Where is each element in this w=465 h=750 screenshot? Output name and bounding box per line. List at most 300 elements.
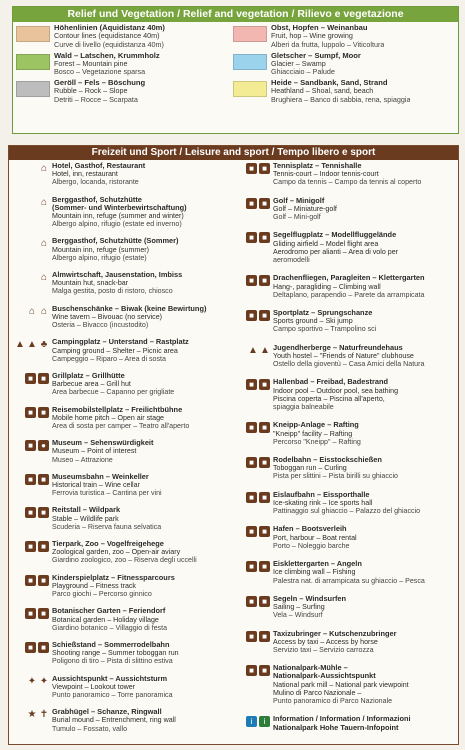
leisure-legend-text xyxy=(52,506,233,531)
legend-translation: Campo da tennis – Campo da tennis al coperto xyxy=(273,178,422,187)
map-symbol-icon: ■ xyxy=(38,474,49,485)
legend-translation: Mobile home pitch – Open air stage xyxy=(52,413,164,422)
legend-translation: Tumulo – Fossato, vallo xyxy=(52,724,128,733)
legend-translation: Mountain inn, refuge (summer) xyxy=(52,245,149,254)
leisure-legend-item xyxy=(233,309,459,344)
legend-translation: Porto – Noleggio barche xyxy=(273,541,350,550)
legend-translation: Golf – Miniature-golf xyxy=(273,204,337,213)
leisure-legend-text xyxy=(52,271,233,296)
map-symbol-icon: ■ xyxy=(259,665,270,676)
map-symbol-icon: ■ xyxy=(246,422,257,433)
map-symbol-icon: ■ xyxy=(38,642,49,653)
legend-title: Wald – Latschen, Krummholz xyxy=(54,51,160,60)
legend-translation: Parco giochi – Percorso ginnico xyxy=(52,590,152,599)
relief-legend-text xyxy=(54,24,165,49)
legend-title: (Sommer- und Winterbewirtschaftung) xyxy=(52,202,187,212)
legend-translation: Shooting range – Summer toboggan run xyxy=(52,649,179,658)
legend-translation: Area barbecue – Capanno per grigliate xyxy=(52,388,175,397)
legend-translation: Playground – Fitness track xyxy=(52,581,136,590)
leisure-legend-text xyxy=(273,595,459,620)
legend-title: Drachenfliegen, Paragleiten – Klettergarten xyxy=(273,274,425,283)
legend-swatch-icon xyxy=(16,54,50,70)
legend-symbols xyxy=(233,421,273,433)
legend-translation: National park mill – National park viewpoint xyxy=(273,680,409,689)
map-symbol-icon: ■ xyxy=(246,232,257,243)
map-symbol-icon: ■ xyxy=(259,457,270,468)
legend-translation: Palestra nat. di arrampicata su ghiaccio – Pesca xyxy=(273,576,425,585)
legend-title: Botanischer Garten – Feriendorf xyxy=(52,607,166,616)
map-symbol-icon: ■ xyxy=(246,631,257,642)
legend-title: Segeln – Windsurfen xyxy=(273,594,347,603)
legend-translation: Ferrovia turistica – Cantina per vini xyxy=(52,489,162,498)
legend-translation: Hang-, paragliding – Climbing wall xyxy=(273,282,381,291)
legend-translation: spiaggia balneabile xyxy=(273,403,334,412)
map-symbol-icon: ★ xyxy=(27,709,37,721)
map-symbol-icon: ✝ xyxy=(39,709,49,721)
leisure-right-column xyxy=(233,162,459,742)
leisure-legend-text xyxy=(273,715,459,731)
legend-symbols xyxy=(233,344,273,356)
legend-translation: Albergo alpino, rifugio (estate) xyxy=(52,253,147,262)
leisure-legend-text xyxy=(273,664,459,705)
legend-symbols xyxy=(12,196,52,208)
legend-translation: Ostello della gioventù – Casa Amici della Natura xyxy=(273,360,425,369)
relief-legend-text xyxy=(271,52,361,77)
leisure-legend-item xyxy=(233,421,459,456)
leisure-legend-item xyxy=(12,473,233,507)
leisure-legend-item xyxy=(233,491,459,526)
legend-translation: Campeggio – Riparo – Area di sosta xyxy=(52,354,166,363)
leisure-legend-text xyxy=(52,439,233,464)
legend-translation: Ice climbing wall – Fishing xyxy=(273,568,356,577)
leisure-legend-item xyxy=(233,664,459,715)
legend-translation: Mountain inn, refuge (summer and winter) xyxy=(52,212,184,221)
relief-legend-text xyxy=(271,24,384,49)
legend-title: Tennisplatz – Tennishalle xyxy=(273,162,362,170)
leisure-legend-item xyxy=(12,675,233,709)
legend-translation: Bosco – Vegetazione sparsa xyxy=(54,67,146,77)
leisure-legend-text xyxy=(52,574,233,599)
legend-translation: Burial mound – Entrenchment, ring wall xyxy=(52,716,176,725)
map-symbol-icon: ■ xyxy=(246,198,257,209)
legend-title: Eislaufbahn – Eissporthalle xyxy=(273,490,370,499)
legend-swatch-icon xyxy=(233,26,267,42)
map-symbol-icon: ■ xyxy=(38,575,49,586)
relief-legend-item xyxy=(233,52,461,80)
legend-symbols xyxy=(12,473,52,485)
legend-title: Museumsbahn – Weinkeller xyxy=(52,472,149,481)
legend-translation: Toboggan run – Curling xyxy=(273,464,347,473)
legend-title: Rodelbahn – Eisstockschießen xyxy=(273,456,382,465)
leisure-legend-item xyxy=(12,305,233,339)
legend-swatch-icon xyxy=(16,26,50,42)
map-symbol-icon: ▲ xyxy=(15,339,25,351)
legend-translation: Botanical garden – Holiday village xyxy=(52,615,159,624)
legend-translation: Youth hostel – "Friends of Nature" clubhouse xyxy=(273,351,414,360)
leisure-header: Freizeit und Sport / Leisure and sport / Tempo libero e sport xyxy=(9,146,458,160)
legend-translation: Camping ground – Shelter – Picnic area xyxy=(52,346,178,355)
map-symbol-icon: ✦ xyxy=(27,675,37,687)
legend-title: Nationalpark Hohe Tauern-Infopoint xyxy=(273,722,399,732)
legend-translation: Glacier – Swamp xyxy=(271,58,326,68)
leisure-legend-item xyxy=(233,560,459,595)
leisure-legend-text xyxy=(52,675,233,700)
map-symbol-icon: ■ xyxy=(259,232,270,243)
leisure-legend-item xyxy=(12,540,233,574)
legend-title: Schießstand – Sommerrodelbahn xyxy=(52,640,170,649)
legend-title: Nationalpark-Mühle – xyxy=(273,664,348,673)
map-symbol-icon: ■ xyxy=(259,198,270,209)
legend-translation: Stable – Wildlife park xyxy=(52,514,119,523)
legend-title: Reisemobilstellplatz – Freilichtbühne xyxy=(52,405,183,414)
leisure-legend-item xyxy=(12,406,233,440)
legend-translation: Pattinaggio sul ghiaccio – Palazzo del ghiaccio xyxy=(273,507,421,516)
legend-translation: Fruit, hop – Wine growing xyxy=(271,31,353,41)
map-symbol-icon: ■ xyxy=(259,561,270,572)
map-symbol-icon: ■ xyxy=(259,379,270,390)
legend-title: Eisklettergarten – Angeln xyxy=(273,560,362,569)
map-symbol-icon: ■ xyxy=(25,440,36,451)
legend-title: Heide – Sandbank, Sand, Strand xyxy=(271,79,388,87)
legend-symbols xyxy=(233,378,273,390)
legend-translation: Campo sportivo – Trampolino sci xyxy=(273,325,377,334)
legend-symbols xyxy=(12,162,52,174)
leisure-legend-text xyxy=(273,309,459,334)
legend-translation: Heathland – Shoal, sand, beach xyxy=(271,86,374,96)
legend-symbols xyxy=(12,641,52,653)
legend-translation: Percorso "Kneipp" – Rafting xyxy=(273,437,361,446)
leisure-legend-text xyxy=(52,708,233,733)
leisure-legend-text xyxy=(52,540,233,565)
legend-translation: Museo – Attrazione xyxy=(52,455,113,464)
map-symbol-icon: ■ xyxy=(25,642,36,653)
map-symbol-icon: ■ xyxy=(38,407,49,418)
leisure-legend-text xyxy=(273,197,459,222)
legend-title: Sportplatz – Sprungschanze xyxy=(273,309,373,318)
legend-title: Hafen – Bootsverleih xyxy=(273,525,347,534)
legend-symbols xyxy=(233,197,273,209)
map-symbol-icon: ■ xyxy=(25,575,36,586)
leisure-legend-item xyxy=(12,574,233,608)
legend-symbols xyxy=(233,491,273,503)
legend-title: Berggasthof, Schutzhütte (Sommer) xyxy=(52,237,179,246)
map-symbol-icon: ■ xyxy=(246,561,257,572)
legend-title: Tierpark, Zoo – Vogelfreigehege xyxy=(52,540,164,549)
map-symbol-icon: ■ xyxy=(246,596,257,607)
legend-symbols xyxy=(233,560,273,572)
relief-header: Relief und Vegetation / Relief and vegetation / Rilievo e vegetazione xyxy=(13,7,458,22)
map-symbol-icon: i xyxy=(246,716,257,727)
leisure-legend-item xyxy=(12,196,233,238)
map-symbol-icon: ■ xyxy=(38,373,49,384)
leisure-legend-item xyxy=(233,197,459,232)
legend-title: Segelflugplatz – Modellfluggelände xyxy=(273,231,397,240)
relief-legend-text xyxy=(271,79,410,104)
legend-translation: Museum – Point of interest xyxy=(52,447,137,456)
legend-translation: Barbecue area – Grill hut xyxy=(52,380,131,389)
relief-legend-item xyxy=(233,79,461,107)
legend-symbols xyxy=(12,338,52,350)
leisure-legend-item xyxy=(233,344,459,379)
map-symbol-icon: ■ xyxy=(25,541,36,552)
legend-title: Hallenbad – Freibad, Badestrand xyxy=(273,378,388,387)
legend-title: Kneipp-Anlage – Rafting xyxy=(273,421,359,430)
leisure-legend-item xyxy=(233,378,459,421)
relief-legend-item xyxy=(16,79,233,107)
leisure-legend-text xyxy=(273,491,459,516)
legend-translation: Sports ground – Ski jump xyxy=(273,317,353,326)
leisure-legend-item xyxy=(233,231,459,274)
legend-translation: Hotel, inn, restaurant xyxy=(52,170,118,179)
leisure-legend-item xyxy=(12,439,233,473)
legend-symbols xyxy=(12,406,52,418)
leisure-legend-text xyxy=(52,305,233,330)
map-symbol-icon: ■ xyxy=(38,608,49,619)
legend-title: Reitstall – Wildpark xyxy=(52,506,121,515)
legend-translation: Viewpoint – Lookout tower xyxy=(52,682,136,691)
map-symbol-icon: ■ xyxy=(25,407,36,418)
legend-title: Nationalpark-Aussichtspunkt xyxy=(273,671,376,681)
legend-translation: Servizio taxi – Servizio carrozza xyxy=(273,645,374,654)
map-symbol-icon: ▲ xyxy=(27,339,37,351)
map-symbol-icon: ✦ xyxy=(39,675,49,687)
leisure-legend-text xyxy=(273,231,459,264)
legend-translation: Ice-skating rink – Ice sports hall xyxy=(273,498,373,507)
leisure-legend-text xyxy=(273,378,459,411)
legend-title: Grillplatz – Grillhütte xyxy=(52,371,125,380)
legend-symbols xyxy=(12,237,52,249)
legend-symbols xyxy=(233,162,273,174)
legend-translation: Punto panoramico di Parco Nazionale xyxy=(273,697,393,706)
relief-vegetation-section xyxy=(12,6,459,134)
legend-title: Gletscher – Sumpf, Moor xyxy=(271,51,361,60)
map-symbol-icon: ■ xyxy=(259,275,270,286)
map-symbol-icon: ⌂ xyxy=(40,163,48,174)
map-symbol-icon: ■ xyxy=(246,275,257,286)
legend-title: Information / Information / Informazioni xyxy=(273,715,411,724)
leisure-legend-item xyxy=(12,237,233,271)
legend-translation: Port, harbour – Boat rental xyxy=(273,533,357,542)
legend-title: Golf – Minigolf xyxy=(273,196,325,205)
legend-title: Grabhügel – Schanze, Ringwall xyxy=(52,708,162,717)
legend-translation: Aerodromo per alianti – Area di volo per xyxy=(273,247,398,256)
legend-translation: Giardino botanico – Villaggio di festa xyxy=(52,623,168,632)
legend-symbols xyxy=(12,506,52,518)
legend-title: Höhenlinien (Äquidistanz 40m) xyxy=(54,24,165,32)
relief-legend-item xyxy=(16,24,233,52)
legend-translation: Deltaplano, parapendio – Parete da arrampicata xyxy=(273,290,425,299)
map-symbol-icon: ■ xyxy=(246,526,257,537)
legend-symbols xyxy=(12,540,52,552)
leisure-legend-text xyxy=(273,525,459,550)
legend-title: Jugendherberge – Naturfreundehaus xyxy=(273,343,403,352)
map-symbol-icon: ■ xyxy=(38,507,49,518)
legend-symbols xyxy=(233,715,273,727)
map-symbol-icon: ■ xyxy=(259,526,270,537)
leisure-legend-item xyxy=(12,506,233,540)
leisure-legend-text xyxy=(52,372,233,397)
legend-translation: Forest – Mountain pine xyxy=(54,58,128,68)
legend-translation: Albergo, locanda, ristorante xyxy=(52,178,139,187)
legend-title: Geröll – Fels – Böschung xyxy=(54,79,146,87)
legend-symbols xyxy=(12,305,52,317)
map-symbol-icon: ■ xyxy=(25,608,36,619)
legend-translation: Albergo alpino, rifugio (estate ed inverno) xyxy=(52,220,182,229)
leisure-legend-text xyxy=(52,406,233,431)
legend-translation: Scuderia – Riserva fauna selvatica xyxy=(52,522,162,531)
leisure-legend-text xyxy=(52,162,233,187)
leisure-legend-text xyxy=(52,473,233,498)
legend-translation: Giardino zoologico, zoo – Riserva degli uccelli xyxy=(52,556,197,565)
leisure-legend-item xyxy=(233,274,459,309)
legend-translation: Punto panoramico – Torre panoramica xyxy=(52,690,173,699)
map-symbol-icon: ■ xyxy=(246,492,257,503)
legend-translation: aeromodelli xyxy=(273,256,310,265)
legend-translation: Area di sosta per camper – Teatro all'aperto xyxy=(52,421,190,430)
leisure-legend-item xyxy=(12,641,233,675)
map-symbol-icon: ⌂ xyxy=(40,238,48,250)
leisure-legend-item xyxy=(12,271,233,305)
leisure-legend-text xyxy=(52,196,233,229)
map-symbol-icon: ● xyxy=(38,440,49,451)
legend-symbols xyxy=(12,708,52,720)
legend-translation: Brughiera – Banco di sabbia, rena, spiaggia xyxy=(271,94,411,104)
leisure-legend-text xyxy=(273,456,459,481)
map-symbol-icon: ■ xyxy=(25,474,36,485)
map-symbol-icon: ■ xyxy=(246,310,257,321)
leisure-legend-text xyxy=(273,630,459,655)
map-symbol-icon: ■ xyxy=(259,492,270,503)
leisure-legend-text xyxy=(52,237,233,262)
legend-symbols xyxy=(233,231,273,243)
legend-title: Obst, Hopfen – Weinanbau xyxy=(271,24,368,32)
map-symbol-icon: ■ xyxy=(259,310,270,321)
leisure-legend-text xyxy=(52,338,233,363)
legend-translation: Alberi da frutta, luppolo – Viticoltura xyxy=(271,39,385,49)
legend-title: Hotel, Gasthof, Restaurant xyxy=(52,162,146,170)
legend-translation: Historical train – Wine cellar xyxy=(52,481,140,490)
leisure-legend-text xyxy=(273,421,459,446)
leisure-legend-item xyxy=(233,715,459,742)
legend-translation: Contour lines (equidistance 40m) xyxy=(54,31,160,41)
map-symbol-icon: ▲ xyxy=(260,344,270,356)
relief-legend-text xyxy=(54,79,145,104)
map-symbol-icon: ▲ xyxy=(248,344,258,356)
relief-legend-text xyxy=(54,52,160,77)
leisure-legend-item xyxy=(12,338,233,372)
legend-translation: Gliding airfield – Model flight area xyxy=(273,239,379,248)
legend-symbols xyxy=(12,372,52,384)
legend-translation: Pista per slittini – Pista birilli su ghiaccio xyxy=(273,472,398,481)
legend-translation: Tennis-court – Indoor tennis-court xyxy=(273,170,379,179)
legend-title: Campingplatz – Unterstand – Rastplatz xyxy=(52,338,189,347)
map-symbol-icon: ■ xyxy=(259,422,270,433)
map-symbol-icon: ■ xyxy=(246,379,257,390)
map-symbol-icon: ⌂ xyxy=(28,305,36,317)
legend-title: Buschenschänke – Biwak (keine Bewirtung) xyxy=(52,304,207,313)
legend-translation: Wine tavern – Bivouac (no service) xyxy=(52,312,162,321)
legend-symbols xyxy=(233,309,273,321)
legend-symbols xyxy=(233,630,273,642)
legend-title: Taxizubringer – Kutschenzubringer xyxy=(273,629,397,638)
legend-title: Berggasthof, Schutzhütte xyxy=(52,195,142,204)
legend-swatch-icon xyxy=(233,54,267,70)
map-symbol-icon: i xyxy=(259,716,270,727)
legend-swatch-icon xyxy=(233,81,267,97)
leisure-legend-item xyxy=(233,525,459,560)
map-symbol-icon: ■ xyxy=(246,163,257,174)
map-symbol-icon: ■ xyxy=(38,541,49,552)
legend-title: Museum – Sehenswürdigkeit xyxy=(52,439,154,448)
legend-translation: Mulino di Parco Nazionale – xyxy=(273,688,362,697)
legend-swatch-icon xyxy=(16,81,50,97)
legend-symbols xyxy=(233,274,273,286)
legend-translation: Indoor pool – Outdoor pool, sea bathing xyxy=(273,386,399,395)
leisure-legend-text xyxy=(52,607,233,632)
legend-translation: Curve di livello (equidistanza 40m) xyxy=(54,39,164,49)
legend-translation: Mountain hut, snack-bar xyxy=(52,279,129,288)
legend-translation: Golf – Mini-golf xyxy=(273,213,321,222)
leisure-legend-text xyxy=(52,641,233,666)
map-symbol-icon: ♣ xyxy=(40,339,48,351)
legend-translation: Ghiacciaio – Palude xyxy=(271,67,335,77)
legend-symbols xyxy=(12,607,52,619)
map-symbol-icon: ■ xyxy=(25,373,36,384)
leisure-legend-item xyxy=(12,162,233,196)
legend-symbols xyxy=(12,271,52,283)
map-symbol-icon: ■ xyxy=(246,665,257,676)
map-symbol-icon: ⌂ xyxy=(40,196,48,208)
legend-title: Kinderspielplatz – Fitnessparcours xyxy=(52,573,175,582)
legend-symbols xyxy=(233,456,273,468)
leisure-left-column xyxy=(12,162,233,742)
legend-translation: Detriti – Rocce – Scarpata xyxy=(54,94,138,104)
relief-legend-item xyxy=(233,24,461,52)
leisure-legend-item xyxy=(12,708,233,742)
relief-legend-grid xyxy=(13,22,458,107)
legend-translation: "Kneipp" facility – Rafting xyxy=(273,429,353,438)
legend-translation: Osteria – Bivacco (incustodito) xyxy=(52,321,149,330)
legend-symbols xyxy=(12,675,52,687)
map-symbol-icon: ■ xyxy=(25,507,36,518)
legend-symbols xyxy=(233,595,273,607)
map-symbol-icon: ■ xyxy=(259,163,270,174)
legend-symbols xyxy=(233,525,273,537)
leisure-legend-item xyxy=(12,372,233,406)
map-symbol-icon: ■ xyxy=(246,457,257,468)
legend-translation: Zoological garden, zoo – Open-air aviary xyxy=(52,548,181,557)
legend-translation: Malga gestita, posto di ristoro, chiosco xyxy=(52,287,173,296)
map-symbol-icon: ■ xyxy=(259,631,270,642)
legend-symbols xyxy=(12,439,52,451)
leisure-sport-section xyxy=(8,145,459,745)
leisure-legend-item xyxy=(233,630,459,665)
legend-translation: Poligono di tiro – Pista di slittino estiva xyxy=(52,657,173,666)
leisure-legend-item xyxy=(12,607,233,641)
map-symbol-icon: ■ xyxy=(259,596,270,607)
legend-title: Almwirtschaft, Jausenstation, Imbiss xyxy=(52,271,183,280)
legend-symbols xyxy=(12,574,52,586)
relief-legend-item xyxy=(16,52,233,80)
leisure-legend-text xyxy=(273,560,459,585)
leisure-legend-item xyxy=(233,595,459,630)
leisure-legend-text xyxy=(273,344,459,369)
legend-translation: Rubble – Rock – Slope xyxy=(54,86,128,96)
legend-translation: Access by taxi – Access by horse xyxy=(273,637,378,646)
leisure-legend-item xyxy=(233,456,459,491)
leisure-legend-text xyxy=(273,274,459,299)
legend-translation: Vela – Windsurf xyxy=(273,611,323,620)
